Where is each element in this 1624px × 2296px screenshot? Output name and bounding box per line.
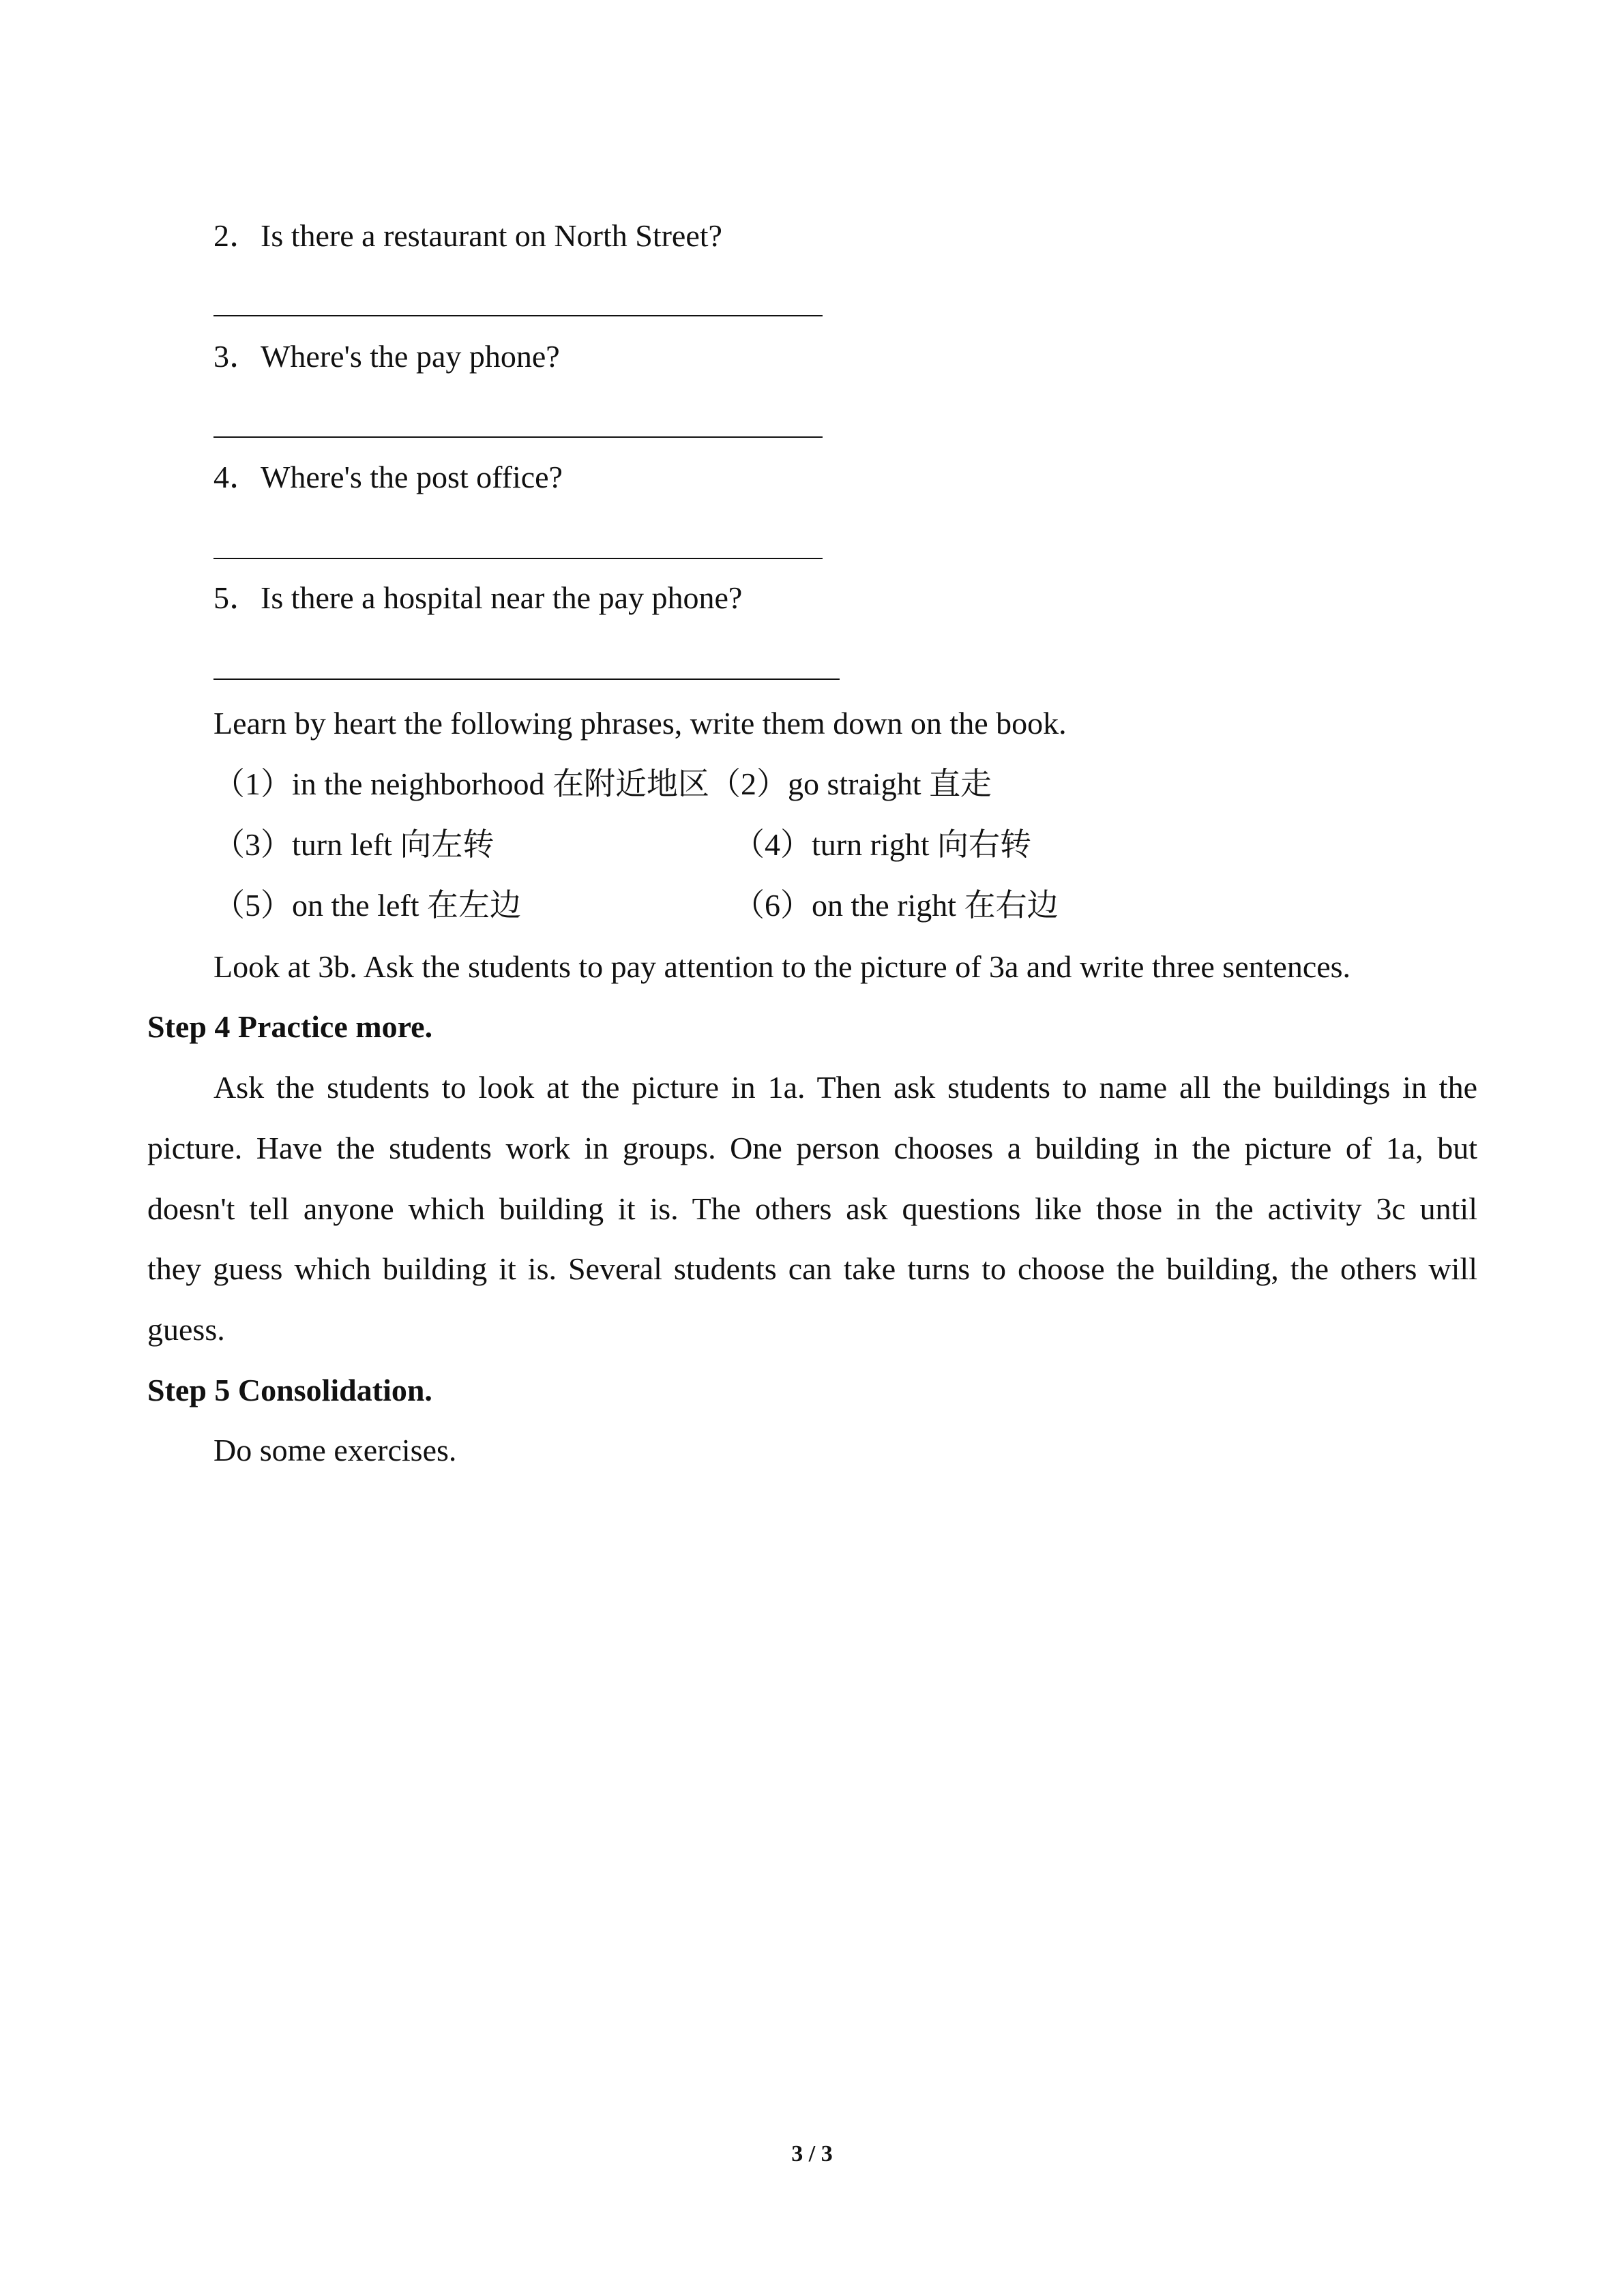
answer-line-4[interactable] — [213, 558, 823, 559]
step4-paragraph-line-4: they guess which building it is. Several students can take turns to choose the building, the others will — [147, 1251, 1477, 1286]
question-4: 4．Where's the post office? — [213, 460, 563, 494]
answer-line-5[interactable] — [213, 679, 840, 680]
step5-body: Do some exercises. — [213, 1433, 457, 1467]
phrase-6: （6）on the right 在右边 — [733, 888, 1059, 923]
phrase-1-2: （1）in the neighborhood 在附近地区（2）go straight 直走 — [213, 766, 992, 801]
step4-paragraph-line-2: picture. Have the students work in groups. One person chooses a building in the picture of 1a, but — [147, 1131, 1477, 1165]
answer-line-2[interactable] — [213, 315, 823, 316]
page-number: 3 / 3 — [791, 2141, 833, 2166]
step4-heading: Step 4 Practice more. — [147, 1009, 433, 1044]
step4-paragraph-line-5: guess. — [147, 1312, 225, 1347]
phrase-4: （4）turn right 向右转 — [733, 827, 1031, 862]
phrase-3: （3）turn left 向左转 — [213, 827, 494, 862]
step4-paragraph-line-3: doesn't tell anyone which building it is. The others ask questions like those in the activity 3c until — [147, 1191, 1477, 1226]
step4-paragraph-line-1: Ask the students to look at the picture in 1a. Then ask students to name all the buildings in the — [213, 1070, 1477, 1105]
question-2: 2．Is there a restaurant on North Street? — [213, 218, 722, 253]
look-instruction: Look at 3b. Ask the students to pay attention to the picture of 3a and write three sentences. — [213, 949, 1351, 984]
learn-instruction: Learn by heart the following phrases, write them down on the book. — [213, 706, 1067, 741]
answer-line-3[interactable] — [213, 436, 823, 438]
question-5: 5．Is there a hospital near the pay phone? — [213, 580, 743, 615]
question-3: 3．Where's the pay phone? — [213, 339, 560, 374]
phrase-5: （5）on the left 在左边 — [213, 888, 521, 923]
step5-heading: Step 5 Consolidation. — [147, 1373, 432, 1407]
